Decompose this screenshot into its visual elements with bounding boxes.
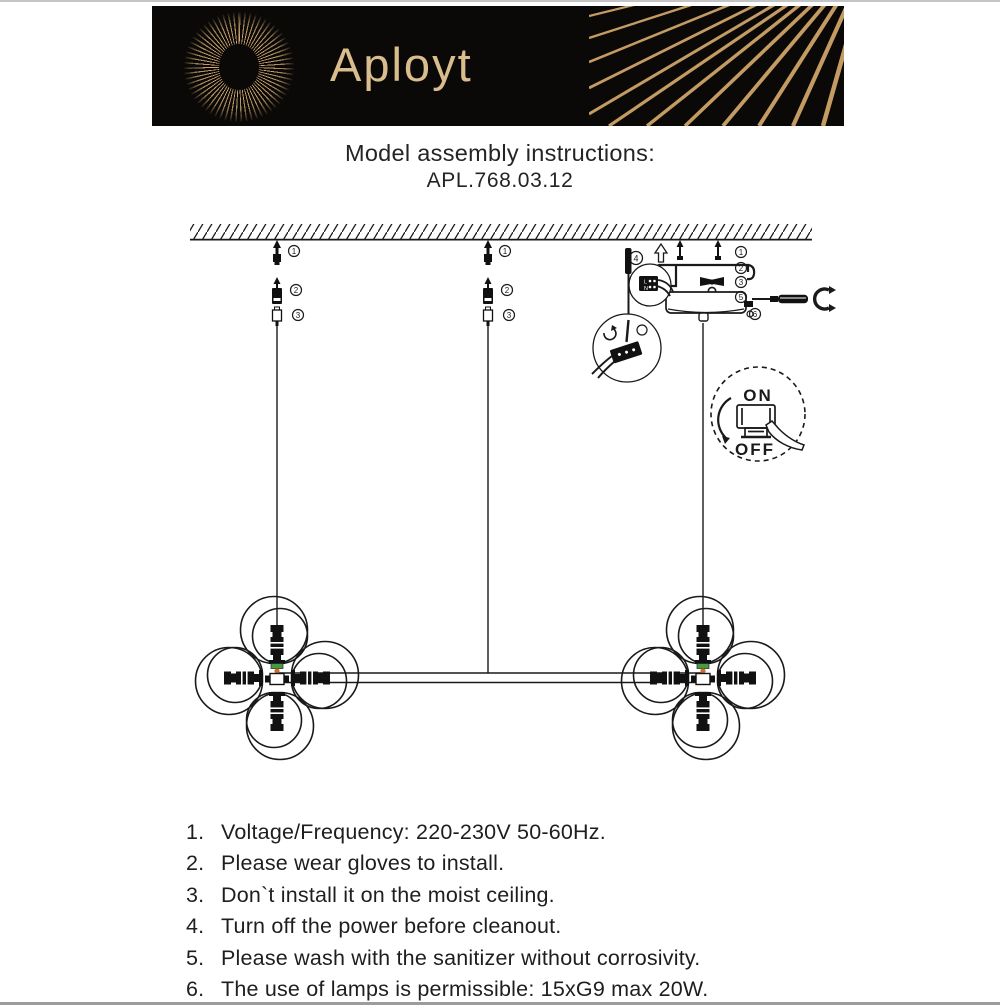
item-text: Please wear gloves to install. (221, 851, 505, 876)
item-text: Don`t install it on the moist ceiling. (221, 882, 555, 907)
part-label: 6 (752, 310, 758, 319)
part-label: 2 (293, 286, 299, 295)
list-item (186, 946, 946, 977)
list-item (186, 914, 946, 945)
model-number: APL.768.03.12 (426, 169, 574, 192)
item-text: The use of lamps is permissible: 15xG9 max 20W. (221, 976, 709, 1001)
part-label: 5 (738, 293, 744, 302)
part-label: 3 (738, 278, 744, 287)
item-text: Turn off the power before cleanout. (221, 914, 562, 939)
page-title: Model assembly instructions: (344, 140, 656, 166)
part-label: 2 (504, 286, 510, 295)
diagonal-rays-icon (589, 6, 844, 126)
part-label: 4 (633, 253, 639, 264)
list-item (186, 851, 946, 882)
brand-banner (152, 6, 844, 126)
list-item (186, 883, 946, 914)
screwdriver-icon (752, 295, 808, 303)
brand-name: Aployt (330, 38, 473, 91)
hanger-left (272, 240, 304, 326)
terminal-l-label: L (644, 279, 648, 286)
item-number: 2. (186, 851, 205, 876)
terminal-n-label: N (644, 286, 648, 292)
canopy-assembly (654, 240, 836, 321)
item-text: Please wash with the sanitizer without corrosivity. (221, 945, 701, 970)
item-number: 4. (186, 914, 205, 939)
item-text: Voltage/Frequency: 220-230V 50-60Hz. (221, 820, 606, 844)
part-label: 1 (502, 247, 508, 256)
up-arrow-icon (655, 244, 667, 262)
wiring-detail (592, 248, 673, 382)
list-item (186, 820, 946, 851)
on-label: ON (743, 386, 773, 405)
assembly-diagram (0, 202, 1000, 817)
part-label: 1 (291, 247, 297, 256)
part-label: 2 (738, 264, 744, 273)
instruction-list (186, 820, 946, 1005)
list-item (186, 977, 946, 1005)
circular-arrow-icon (815, 286, 836, 312)
sunburst-logo-icon (184, 12, 294, 122)
ceiling-hatch (190, 224, 812, 240)
item-number: 6. (186, 976, 205, 1001)
item-number: 1. (186, 820, 205, 844)
item-number: 5. (186, 945, 205, 970)
hanger-middle (483, 240, 515, 326)
on-off-switch-detail (711, 367, 805, 461)
part-label: 3 (506, 311, 512, 320)
part-label: 1 (738, 248, 744, 257)
off-label: OFF (735, 440, 775, 459)
part-label: 3 (295, 311, 301, 320)
item-number: 3. (186, 882, 205, 907)
